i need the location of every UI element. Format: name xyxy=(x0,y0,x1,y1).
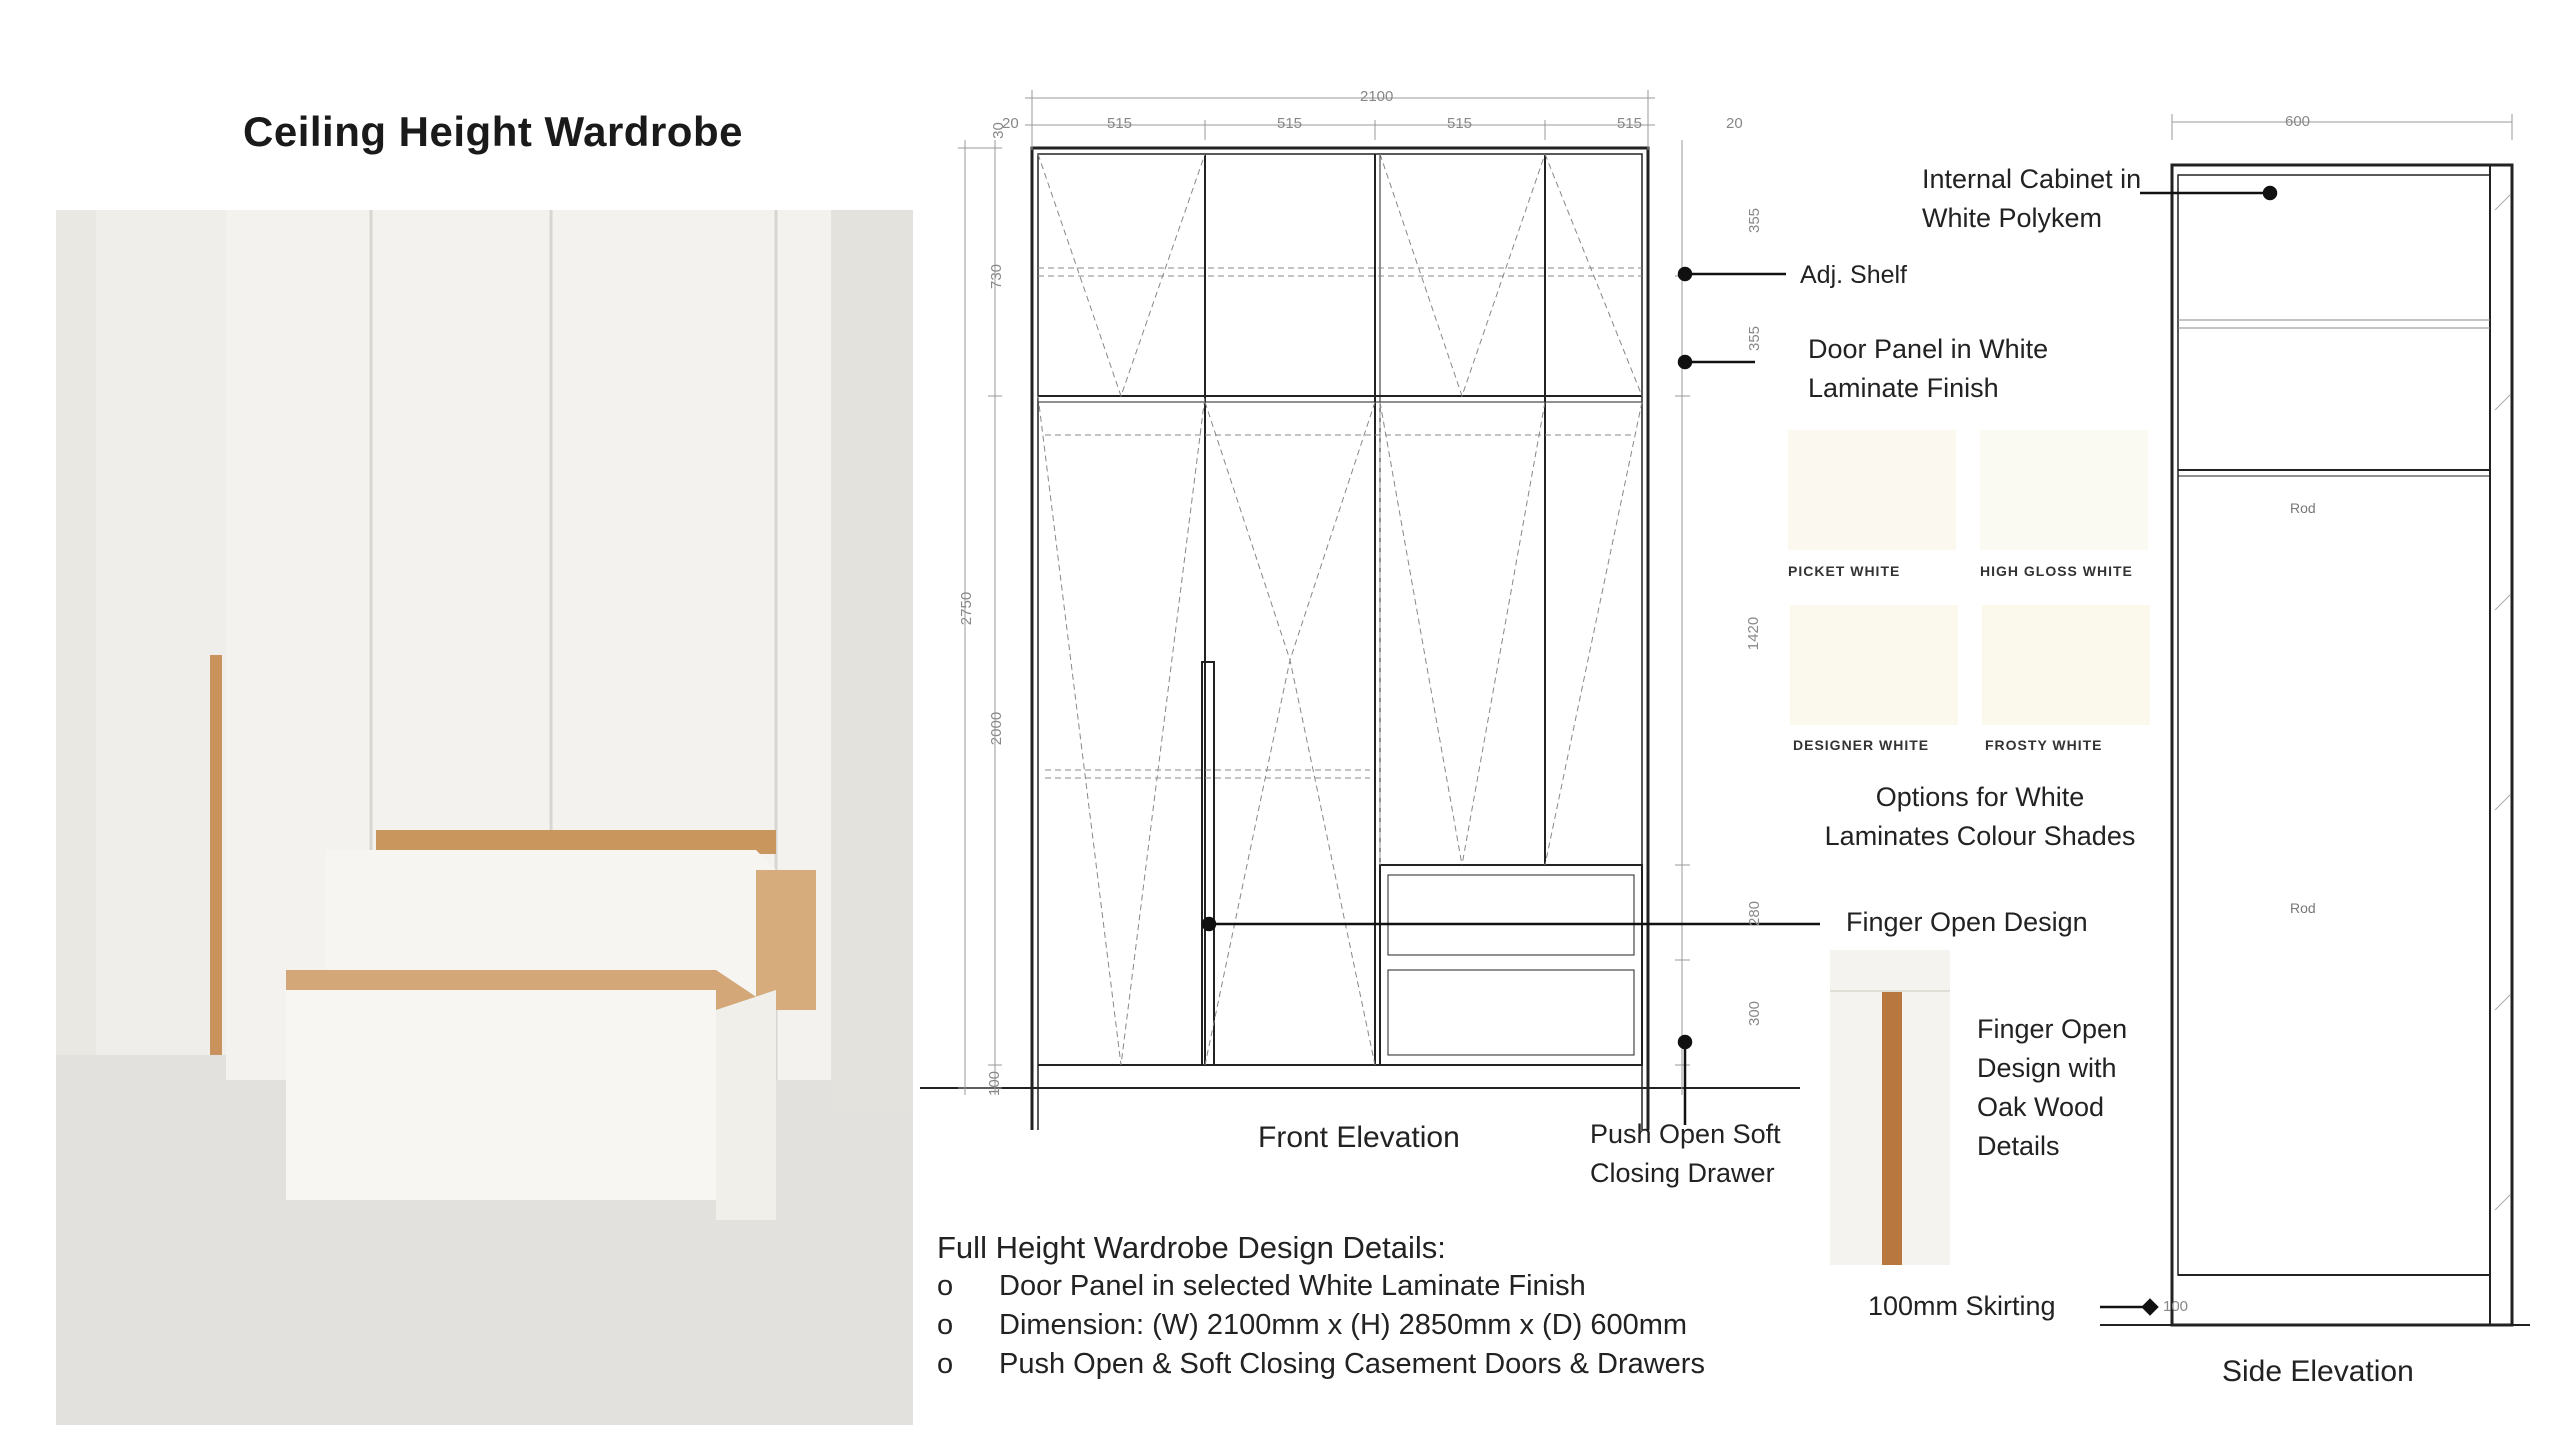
callout-internal-line2: White Polykem xyxy=(1922,203,2103,233)
dim-top: 30 xyxy=(989,122,1007,139)
callout-push-open xyxy=(1590,1115,1781,1193)
callout-door-panel-line2: Laminate Finish xyxy=(1808,373,1999,403)
side-dim-skirting: 100 xyxy=(2163,1298,2189,1315)
dim-margin-right: 20 xyxy=(1726,115,1743,132)
callout-door-panel xyxy=(1808,330,2048,408)
page-title: Ceiling Height Wardrobe xyxy=(243,108,743,155)
callout-finger-oak-line3: Oak Wood xyxy=(1977,1092,2105,1122)
side-rod-label-2: Rod xyxy=(2290,900,2316,916)
bullet-marker: o xyxy=(937,1348,954,1380)
dim-right-a: 355 xyxy=(1746,207,1764,234)
dim-door-2: 515 xyxy=(1277,115,1303,132)
detail-item xyxy=(937,1267,1705,1306)
swatch-high-gloss-white-label: HIGH GLOSS WHITE xyxy=(1980,563,2133,579)
detail-item xyxy=(937,1345,1705,1384)
dim-lower: 2000 xyxy=(988,711,1006,746)
detail-item-text: Push Open & Soft Closing Casement Doors & Drawers xyxy=(999,1348,1705,1380)
callout-push-open-line2: Closing Drawer xyxy=(1590,1158,1775,1188)
side-rod-label-1: Rod xyxy=(2290,500,2316,516)
callout-finger-oak-line1: Finger Open xyxy=(1977,1014,2128,1044)
dim-right-b: 355 xyxy=(1746,325,1764,352)
swatch-designer-white xyxy=(1790,605,1958,725)
side-elevation-caption: Side Elevation xyxy=(2222,1355,2414,1388)
swatch-caption-line2: Laminates Colour Shades xyxy=(1824,821,2136,851)
design-details-heading: Full Height Wardrobe Design Details: xyxy=(937,1230,1446,1265)
bullet-marker: o xyxy=(937,1270,954,1302)
wardrobe-photo xyxy=(56,210,913,1425)
callout-adj-shelf: Adj. Shelf xyxy=(1800,261,1908,289)
detail-item xyxy=(937,1306,1705,1345)
design-details xyxy=(937,1228,1705,1384)
callout-finger-open: Finger Open Design xyxy=(1846,907,2088,937)
swatch-picket-white-label: PICKET WHITE xyxy=(1788,563,1901,579)
finger-open-detail-photo xyxy=(1830,950,1950,1265)
side-elevation-drawing xyxy=(2100,110,2530,1340)
dim-overall-width: 2100 xyxy=(1360,88,1394,105)
dim-door-3: 515 xyxy=(1447,115,1473,132)
swatch-caption-line1: Options for White xyxy=(1875,782,2085,812)
wardrobe-photo-illustration xyxy=(56,210,913,1425)
callout-skirting: 100mm Skirting xyxy=(1868,1291,2056,1321)
swatch-frosty-white-label: FROSTY WHITE xyxy=(1985,737,2103,753)
front-elevation-drawing xyxy=(920,80,1820,1130)
dim-door-1: 515 xyxy=(1107,115,1133,132)
callout-internal-line1: Internal Cabinet in xyxy=(1922,164,2142,194)
callout-finger-oak-line4: Details xyxy=(1977,1131,2060,1161)
swatch-picket-white xyxy=(1788,430,1956,550)
front-elevation-caption: Front Elevation xyxy=(1258,1121,1460,1154)
detail-item-text: Dimension: (W) 2100mm x (H) 2850mm x (D) 600mm xyxy=(999,1309,1688,1341)
dim-total-height: 2750 xyxy=(958,591,976,626)
dim-door-4: 515 xyxy=(1617,115,1643,132)
oak-finger-pull xyxy=(1882,990,1902,1265)
callout-finger-oak-line2: Design with xyxy=(1977,1053,2117,1083)
dim-margin-left: 20 xyxy=(1002,115,1019,132)
bullet-marker: o xyxy=(937,1309,954,1341)
side-dim-depth: 600 xyxy=(2285,113,2311,130)
dim-upper: 730 xyxy=(988,263,1006,290)
detail-divider xyxy=(1830,990,1950,992)
callout-internal-cabinet xyxy=(1922,160,2141,238)
dim-plinth: 100 xyxy=(986,1070,1004,1097)
detail-item-text: Door Panel in selected White Laminate Finish xyxy=(999,1270,1586,1302)
callout-push-open-line1: Push Open Soft xyxy=(1590,1119,1781,1149)
dim-right-c: 1420 xyxy=(1745,616,1763,651)
dim-right-e: 300 xyxy=(1746,1000,1764,1027)
callout-door-panel-line1: Door Panel in White xyxy=(1808,334,2049,364)
swatch-designer-white-label: DESIGNER WHITE xyxy=(1793,737,1930,753)
dim-right-d: 280 xyxy=(1746,900,1764,927)
